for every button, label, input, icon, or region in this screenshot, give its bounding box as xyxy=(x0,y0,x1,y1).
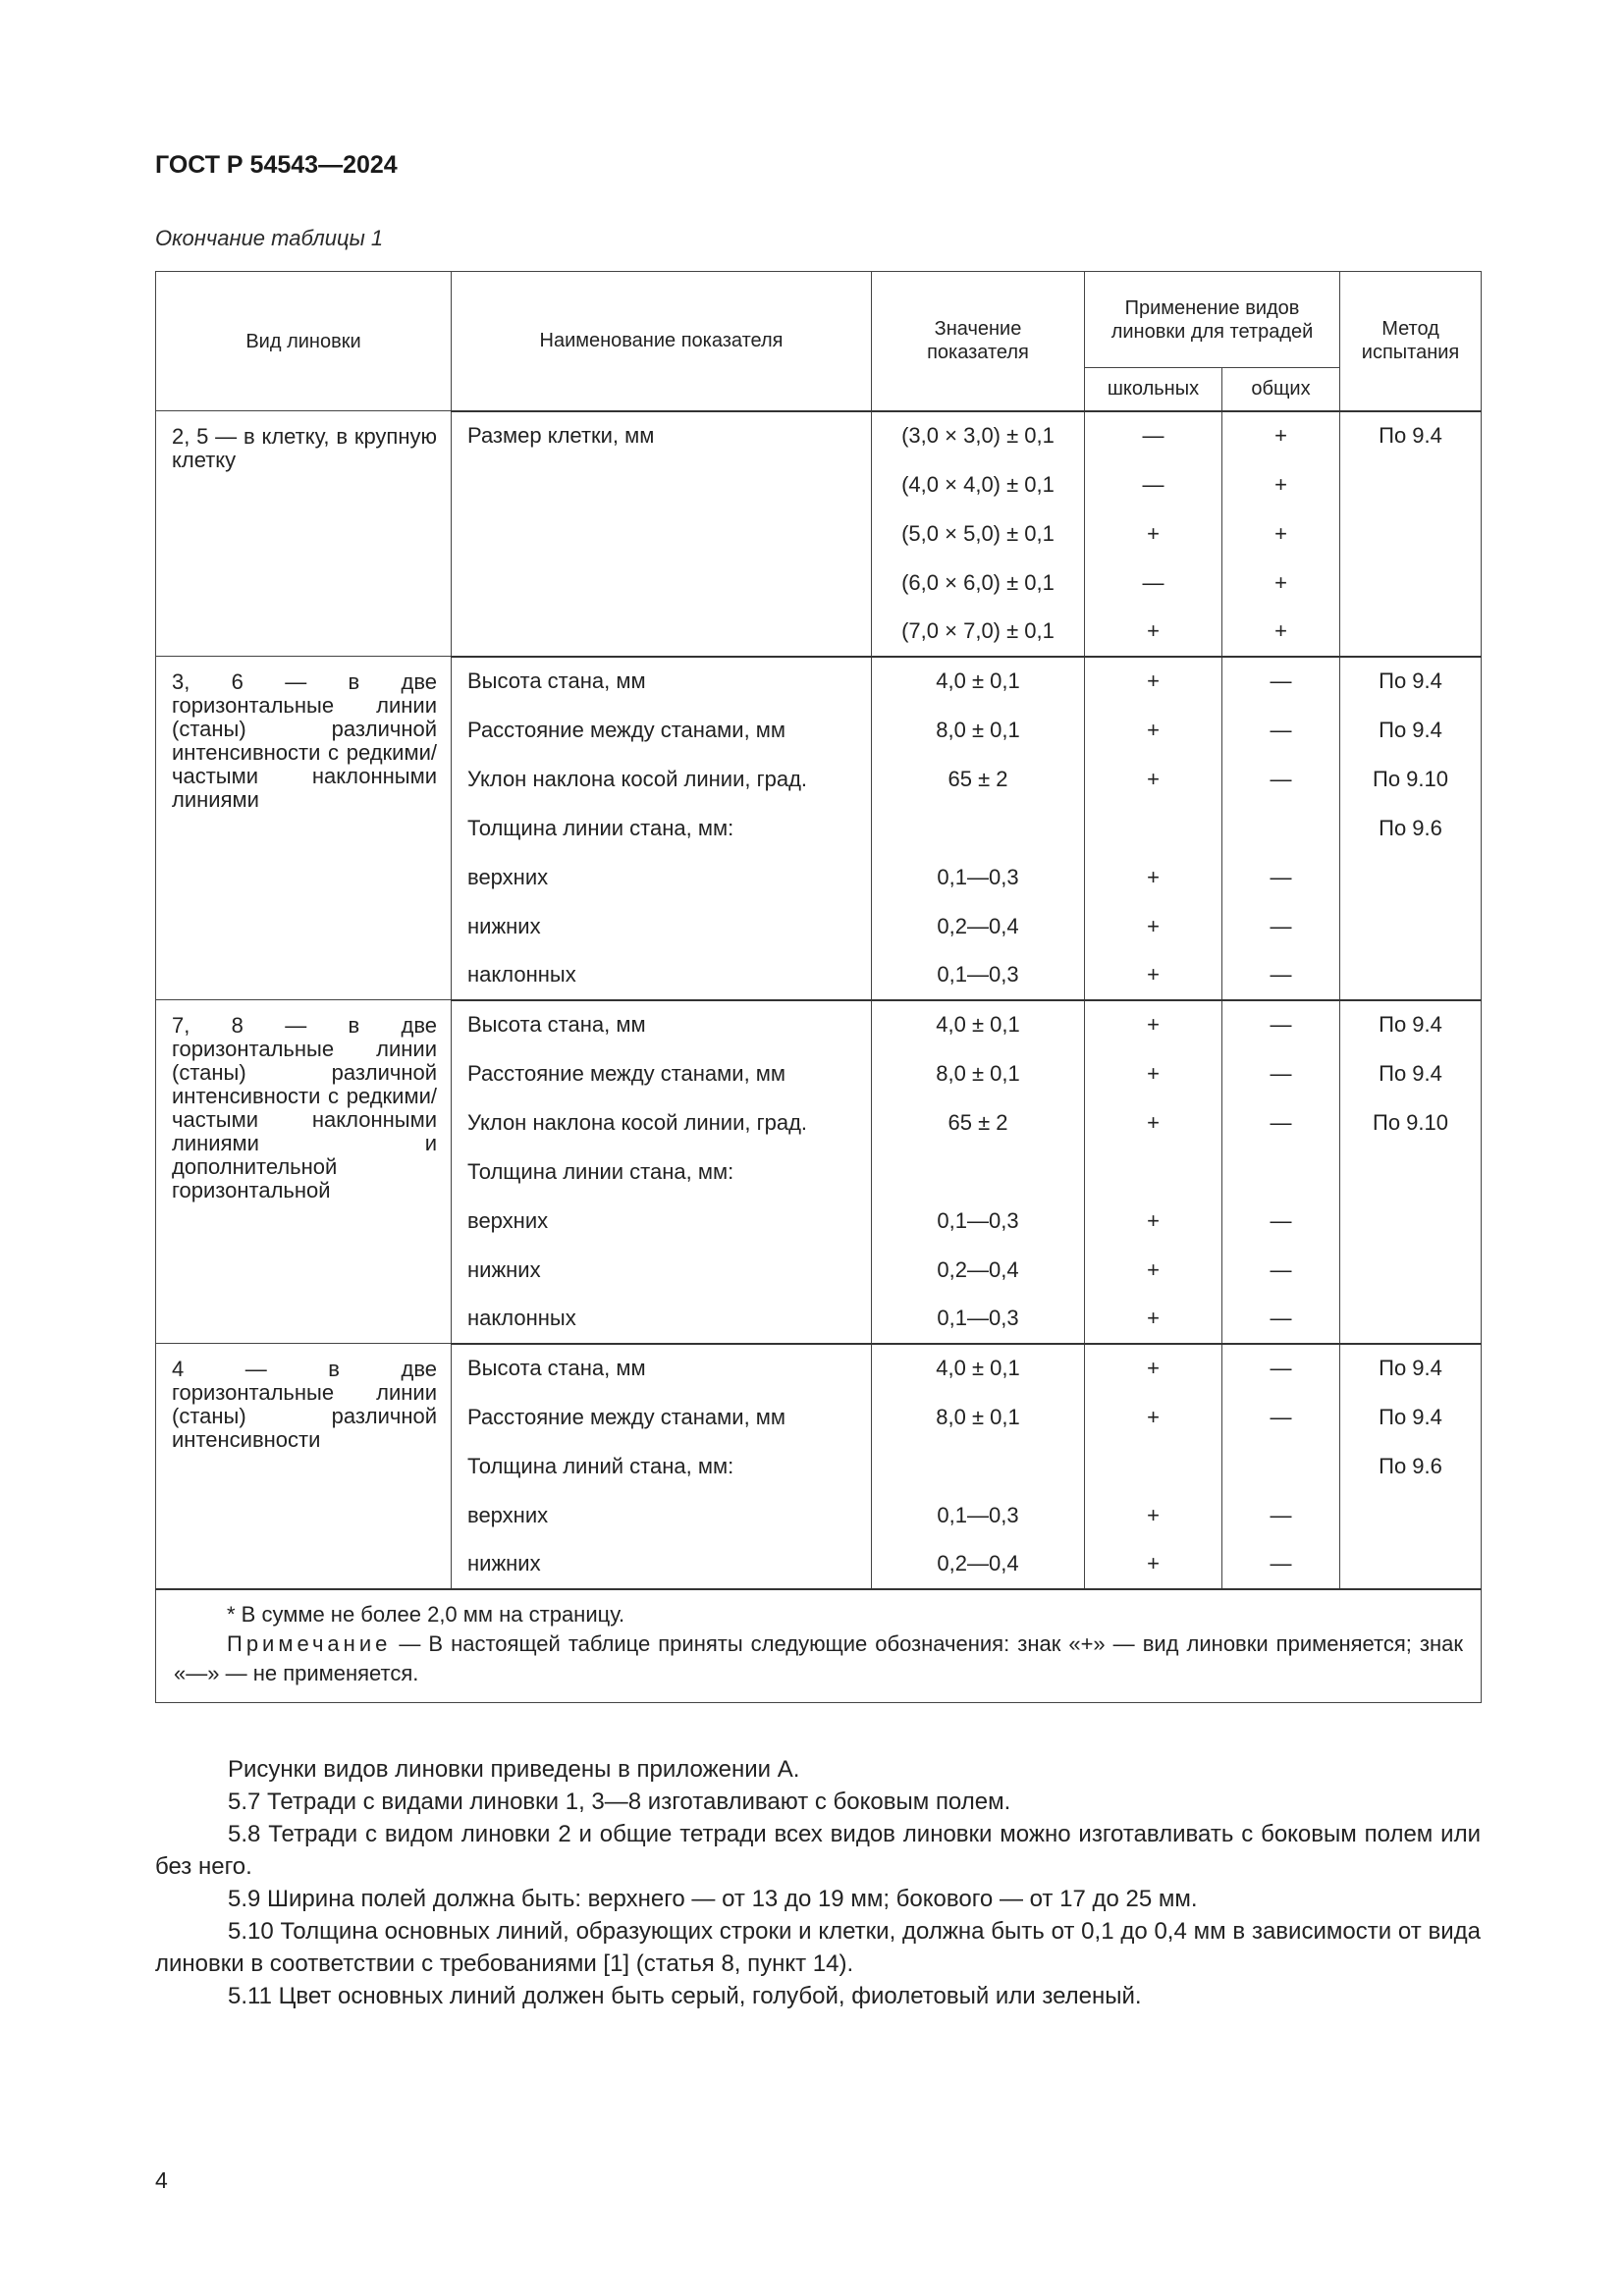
cell-value: 8,0 ± 0,1 xyxy=(872,706,1085,755)
cell-kind: 4 — в две горизонтальные линии (станы) различной интенсивности xyxy=(156,1344,452,1589)
paragraph: 5.11 Цвет основных линий должен быть серый, голубой, фиолетовый или зеленый. xyxy=(228,1983,1142,2009)
paragraph: 5.7 Тетради с видами линовки 1, 3—8 изготавливают с боковым полем. xyxy=(228,1789,1011,1815)
cell-general: — xyxy=(1222,706,1340,755)
cell-general xyxy=(1222,804,1340,853)
cell-general: — xyxy=(1222,1344,1340,1393)
cell-school: + xyxy=(1085,755,1222,804)
cell-school: + xyxy=(1085,657,1222,706)
cell-general: — xyxy=(1222,1098,1340,1148)
cell-value: 0,2—0,4 xyxy=(872,902,1085,951)
cell-method xyxy=(1340,559,1482,608)
cell-method xyxy=(1340,1148,1482,1197)
cell-name: Уклон наклона косой линии, град. xyxy=(452,755,872,804)
cell-value: 65 ± 2 xyxy=(872,755,1085,804)
cell-value xyxy=(872,1442,1085,1491)
cell-school: + xyxy=(1085,1000,1222,1049)
cell-general: + xyxy=(1222,460,1340,509)
page-number: 4 xyxy=(155,2167,168,2193)
cell-method: По 9.6 xyxy=(1340,1442,1482,1491)
header-kind: Вид линовки xyxy=(156,272,452,411)
cell-school: + xyxy=(1085,951,1222,1000)
table-row xyxy=(156,657,1482,706)
cell-name xyxy=(452,608,872,657)
table-body xyxy=(156,411,1482,1589)
header-application: Применение видов линовки для тетрадей xyxy=(1085,272,1340,368)
cell-method: По 9.4 xyxy=(1340,657,1482,706)
cell-general: — xyxy=(1222,1246,1340,1295)
cell-general xyxy=(1222,1442,1340,1491)
cell-method xyxy=(1340,1246,1482,1295)
cell-name: Расстояние между станами, мм xyxy=(452,706,872,755)
cell-value: 0,1—0,3 xyxy=(872,1295,1085,1344)
cell-value: 4,0 ± 0,1 xyxy=(872,657,1085,706)
cell-method: По 9.4 xyxy=(1340,706,1482,755)
cell-name: нижних xyxy=(452,902,872,951)
note-label: Примечание xyxy=(227,1630,392,1656)
cell-school: + xyxy=(1085,1098,1222,1148)
cell-general: — xyxy=(1222,755,1340,804)
cell-general xyxy=(1222,1148,1340,1197)
cell-value: 0,1—0,3 xyxy=(872,951,1085,1000)
cell-method xyxy=(1340,509,1482,559)
cell-school: + xyxy=(1085,853,1222,902)
cell-value: (5,0 × 5,0) ± 0,1 xyxy=(872,509,1085,559)
cell-school: + xyxy=(1085,608,1222,657)
cell-school xyxy=(1085,1442,1222,1491)
cell-value: 65 ± 2 xyxy=(872,1098,1085,1148)
cell-name: наклонных xyxy=(452,1295,872,1344)
cell-value: (4,0 × 4,0) ± 0,1 xyxy=(872,460,1085,509)
paragraph: 5.8 Тетради с видом линовки 2 и общие тетради всех видов линовки можно изготавливать с боковым полем или без него. xyxy=(155,1821,1481,1880)
cell-school: + xyxy=(1085,1246,1222,1295)
cell-method xyxy=(1340,1491,1482,1540)
cell-method: По 9.4 xyxy=(1340,1049,1482,1098)
cell-general: — xyxy=(1222,1000,1340,1049)
cell-value: 0,1—0,3 xyxy=(872,853,1085,902)
cell-name: Высота стана, мм xyxy=(452,1000,872,1049)
cell-name xyxy=(452,460,872,509)
cell-name: нижних xyxy=(452,1246,872,1295)
paragraph: 5.10 Толщина основных линий, образующих строки и клетки, должна быть от 0,1 до 0,4 мм в зависимости от вида линовки в соответствии с требованиями [1] (статья 8, пункт 14). xyxy=(155,1918,1481,1977)
cell-general: — xyxy=(1222,1393,1340,1442)
cell-school: + xyxy=(1085,1540,1222,1589)
cell-method: По 9.10 xyxy=(1340,755,1482,804)
cell-kind: 2, 5 — в клетку, в крупную клетку xyxy=(156,411,452,657)
body-text xyxy=(155,1753,1481,2012)
cell-school: + xyxy=(1085,1344,1222,1393)
cell-method xyxy=(1340,460,1482,509)
cell-method xyxy=(1340,853,1482,902)
paragraph: 5.9 Ширина полей должна быть: верхнего — от 13 до 19 мм; бокового — от 17 до 25 мм. xyxy=(228,1886,1198,1912)
cell-value: 8,0 ± 0,1 xyxy=(872,1393,1085,1442)
cell-name: нижних xyxy=(452,1540,872,1589)
cell-school xyxy=(1085,804,1222,853)
cell-value: 0,1—0,3 xyxy=(872,1197,1085,1246)
table-row xyxy=(156,1000,1482,1049)
table-row xyxy=(156,411,1482,460)
paragraph: Рисунки видов линовки приведены в приложении А. xyxy=(228,1756,800,1783)
cell-method xyxy=(1340,902,1482,951)
cell-name: Уклон наклона косой линии, град. xyxy=(452,1098,872,1148)
cell-school: + xyxy=(1085,1295,1222,1344)
cell-value: 0,2—0,4 xyxy=(872,1246,1085,1295)
cell-general: — xyxy=(1222,1491,1340,1540)
cell-general: — xyxy=(1222,1197,1340,1246)
cell-school: — xyxy=(1085,559,1222,608)
table-caption: Окончание таблицы 1 xyxy=(155,226,384,250)
cell-general: + xyxy=(1222,411,1340,460)
cell-name xyxy=(452,559,872,608)
header-school: школьных xyxy=(1085,368,1222,411)
header-general: общих xyxy=(1222,368,1340,411)
cell-school: + xyxy=(1085,1049,1222,1098)
cell-method xyxy=(1340,608,1482,657)
cell-value xyxy=(872,1148,1085,1197)
cell-general: — xyxy=(1222,853,1340,902)
cell-name: Толщина линий стана, мм: xyxy=(452,1442,872,1491)
cell-general: — xyxy=(1222,1540,1340,1589)
cell-general: — xyxy=(1222,1049,1340,1098)
cell-general: — xyxy=(1222,1295,1340,1344)
cell-name: Размер клетки, мм xyxy=(452,411,872,460)
cell-value: 4,0 ± 0,1 xyxy=(872,1000,1085,1049)
cell-value: 0,2—0,4 xyxy=(872,1540,1085,1589)
cell-method xyxy=(1340,951,1482,1000)
cell-school xyxy=(1085,1148,1222,1197)
cell-name: Высота стана, мм xyxy=(452,1344,872,1393)
cell-school: + xyxy=(1085,902,1222,951)
header-method: Метод испытания xyxy=(1340,272,1482,411)
cell-school: — xyxy=(1085,460,1222,509)
cell-method: По 9.4 xyxy=(1340,1000,1482,1049)
cell-kind: 7, 8 — в две горизонтальные линии (станы) различной интенсивности с редкими/частыми наклонными линиями и дополнительной горизонтальной xyxy=(156,1000,452,1344)
cell-value: 4,0 ± 0,1 xyxy=(872,1344,1085,1393)
cell-general: + xyxy=(1222,608,1340,657)
cell-general: — xyxy=(1222,951,1340,1000)
cell-school: + xyxy=(1085,1491,1222,1540)
cell-school: + xyxy=(1085,706,1222,755)
cell-name: верхних xyxy=(452,1491,872,1540)
cell-value: (7,0 × 7,0) ± 0,1 xyxy=(872,608,1085,657)
cell-name: Расстояние между станами, мм xyxy=(452,1049,872,1098)
note-text: — В настоящей таблице приняты следующие обозначения: знак «+» — вид линовки применяется; знак «—» — не применяется. xyxy=(174,1630,1464,1685)
cell-kind: 3, 6 — в две горизонтальные линии (станы) различной интенсивности с редкими/частыми наклонными линиями xyxy=(156,657,452,1000)
cell-general: + xyxy=(1222,559,1340,608)
cell-general: + xyxy=(1222,509,1340,559)
cell-value: (6,0 × 6,0) ± 0,1 xyxy=(872,559,1085,608)
main-table xyxy=(155,271,1482,1703)
table-notes xyxy=(156,1589,1482,1703)
cell-name: Высота стана, мм xyxy=(452,657,872,706)
cell-method: По 9.6 xyxy=(1340,804,1482,853)
cell-school: + xyxy=(1085,509,1222,559)
cell-method xyxy=(1340,1197,1482,1246)
cell-school: + xyxy=(1085,1393,1222,1442)
cell-method: По 9.10 xyxy=(1340,1098,1482,1148)
cell-name: наклонных xyxy=(452,951,872,1000)
cell-value: (3,0 × 3,0) ± 0,1 xyxy=(872,411,1085,460)
cell-value: 8,0 ± 0,1 xyxy=(872,1049,1085,1098)
cell-method xyxy=(1340,1295,1482,1344)
cell-method: По 9.4 xyxy=(1340,411,1482,460)
table-row xyxy=(156,1344,1482,1393)
cell-value xyxy=(872,804,1085,853)
cell-general: — xyxy=(1222,902,1340,951)
cell-general: — xyxy=(1222,657,1340,706)
cell-school: — xyxy=(1085,411,1222,460)
header-name: Наименование показателя xyxy=(452,272,872,411)
cell-method: По 9.4 xyxy=(1340,1344,1482,1393)
standard-header: ГОСТ Р 54543—2024 xyxy=(155,151,398,179)
cell-name xyxy=(452,509,872,559)
table-note xyxy=(174,1629,1463,1688)
cell-name: Толщина линии стана, мм: xyxy=(452,804,872,853)
cell-name: верхних xyxy=(452,853,872,902)
cell-name: верхних xyxy=(452,1197,872,1246)
cell-school: + xyxy=(1085,1197,1222,1246)
cell-method: По 9.4 xyxy=(1340,1393,1482,1442)
header-value: Значение показателя xyxy=(872,272,1085,411)
table-footnote: * В сумме не более 2,0 мм на страницу. xyxy=(227,1601,625,1627)
cell-value: 0,1—0,3 xyxy=(872,1491,1085,1540)
cell-name: Толщина линии стана, мм: xyxy=(452,1148,872,1197)
cell-method xyxy=(1340,1540,1482,1589)
cell-name: Расстояние между станами, мм xyxy=(452,1393,872,1442)
